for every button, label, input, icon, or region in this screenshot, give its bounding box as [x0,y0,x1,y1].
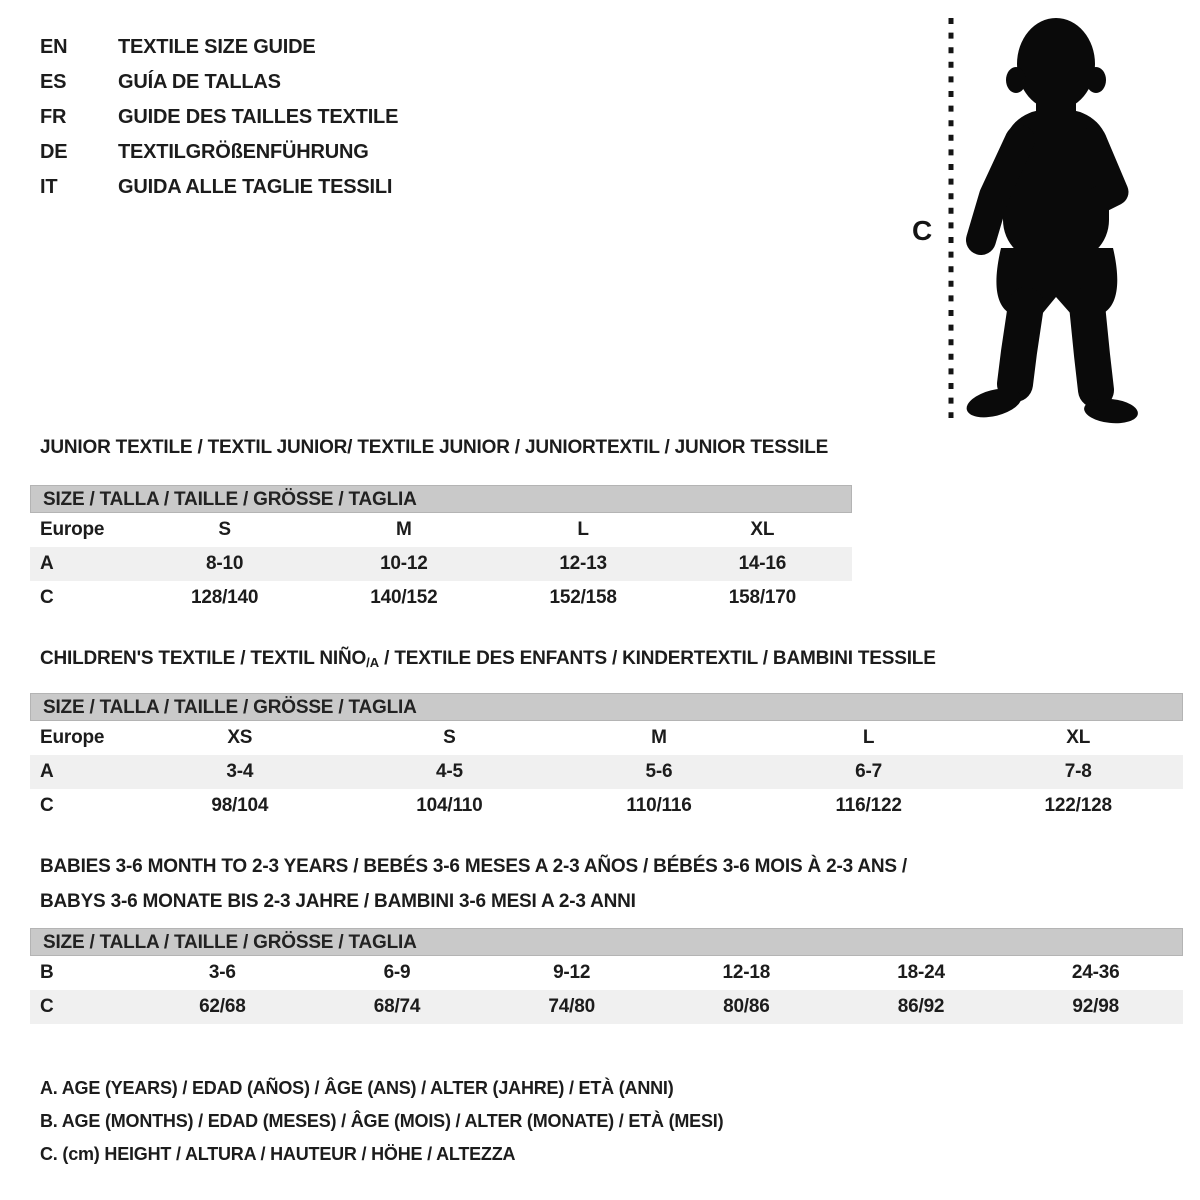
legend-line-c: C. (cm) HEIGHT / ALTURA / HAUTEUR / HÖHE / ALTEZZA [40,1144,516,1164]
lang-row-de [40,135,398,170]
row-label: A [40,553,54,574]
baby-silhouette-icon [964,18,1139,426]
table-row-age [30,547,852,581]
size-cell: XL [1066,727,1091,748]
table-row-europe [30,513,852,547]
height-cell: 122/128 [1044,795,1112,816]
height-cell: 80/86 [723,996,770,1017]
lang-title: GUÍA DE TALLAS [118,71,281,93]
height-cell: 62/68 [199,996,246,1017]
months-cell: 3-6 [208,962,236,983]
lang-title: TEXTILE SIZE GUIDE [118,36,316,58]
height-cell: 74/80 [548,996,595,1017]
months-cell: 12-18 [722,962,771,983]
age-cell: 14-16 [738,553,787,574]
babies-title-line1: BABIES 3-6 MONTH TO 2-3 YEARS / BEBÉS 3-6 MESES A 2-3 AÑOS / BÉBÉS 3-6 MOIS À 2-3 ANS / [40,856,908,877]
height-cell: 104/110 [416,795,483,816]
size-cell: L [577,519,589,540]
lang-title: GUIDE DES TAILLES TEXTILE [118,106,399,128]
age-cell: 5-6 [645,761,673,782]
table-row-age [30,755,1183,789]
height-cell: 152/158 [549,587,617,608]
lang-row-fr [40,100,398,135]
height-cell: 140/152 [370,587,438,608]
lang-row-en [40,30,398,65]
lang-code: IT [40,176,58,198]
measure-legend [40,1072,723,1171]
table-row-height [30,789,1183,823]
children-title-rest: / TEXTILE DES ENFANTS / KINDERTEXTIL / BAMBINI TESSILE [379,648,936,669]
babies-section-title [40,849,907,919]
junior-section-title: JUNIOR TEXTILE / TEXTIL JUNIOR/ TEXTILE JUNIOR / JUNIORTEXTIL / JUNIOR TESSILE [40,437,829,458]
size-header-bar: SIZE / TALLA / TAILLE / GRÖSSE / TAGLIA [30,693,1183,721]
table-row-height [30,990,1183,1024]
size-cell: XS [227,727,253,748]
children-size-table [30,693,1183,823]
lang-title: TEXTILGRÖßENFÜHRUNG [118,141,369,163]
table-row-europe [30,721,1183,755]
babies-title-line2: BABYS 3-6 MONATE BIS 2-3 JAHRE / BAMBINI 3-6 MESI A 2-3 ANNI [40,891,636,912]
table-row-months [30,956,1183,990]
babies-size-table [30,928,1183,1024]
children-title-main: CHILDREN'S TEXTILE / TEXTIL NIÑO [40,648,367,669]
row-label: A [40,761,54,782]
size-cell: S [443,727,456,748]
age-cell: 6-7 [855,761,883,782]
lang-code: FR [40,106,67,128]
height-cell: 68/74 [373,996,421,1017]
height-measure-label: C [912,215,933,246]
size-cell: S [218,519,231,540]
language-title-list [40,30,398,205]
table-row-height [30,581,852,615]
row-label: Europe [40,519,105,540]
height-cell: 98/104 [211,795,269,816]
height-cell: 116/122 [835,795,902,816]
months-cell: 6-9 [383,962,411,983]
toddler-silhouette-figure [890,0,1200,440]
age-cell: 8-10 [206,553,244,574]
age-cell: 4-5 [435,761,463,782]
size-cell: M [651,727,667,748]
months-cell: 24-36 [1071,962,1120,983]
height-cell: 110/116 [626,795,692,816]
age-cell: 12-13 [559,553,607,574]
row-label: Europe [40,727,105,748]
months-cell: 18-24 [897,962,945,983]
lang-code: DE [40,141,68,163]
lang-code: ES [40,71,67,93]
size-cell: XL [750,519,775,540]
size-cell: L [862,727,875,748]
children-title-sub: /A [366,655,380,670]
lang-row-it [40,170,398,205]
lang-row-es [40,65,398,100]
size-header-bar: SIZE / TALLA / TAILLE / GRÖSSE / TAGLIA [30,485,852,513]
children-section-title [40,648,936,670]
months-cell: 9-12 [553,962,591,983]
size-cell: M [396,519,412,540]
height-cell: 158/170 [728,587,797,608]
age-cell: 7-8 [1064,761,1092,782]
height-cell: 86/92 [897,996,945,1017]
legend-line-b: B. AGE (MONTHS) / EDAD (MESES) / ÂGE (MOIS) / ALTER (MONATE) / ETÀ (MESI) [40,1111,724,1131]
junior-size-table [30,485,852,615]
lang-code: EN [40,36,68,58]
age-cell: 3-4 [226,761,254,782]
row-label: C [40,587,54,608]
size-header-bar: SIZE / TALLA / TAILLE / GRÖSSE / TAGLIA [30,928,1183,956]
height-cell: 128/140 [190,587,259,608]
row-label: C [40,795,54,816]
row-label: C [40,996,54,1017]
row-label: B [40,962,54,983]
lang-title: GUIDA ALLE TAGLIE TESSILI [118,176,393,198]
age-cell: 10-12 [380,553,428,574]
legend-line-a: A. AGE (YEARS) / EDAD (AÑOS) / ÂGE (ANS) / ALTER (JAHRE) / ETÀ (ANNI) [40,1078,674,1098]
height-cell: 92/98 [1072,996,1119,1017]
